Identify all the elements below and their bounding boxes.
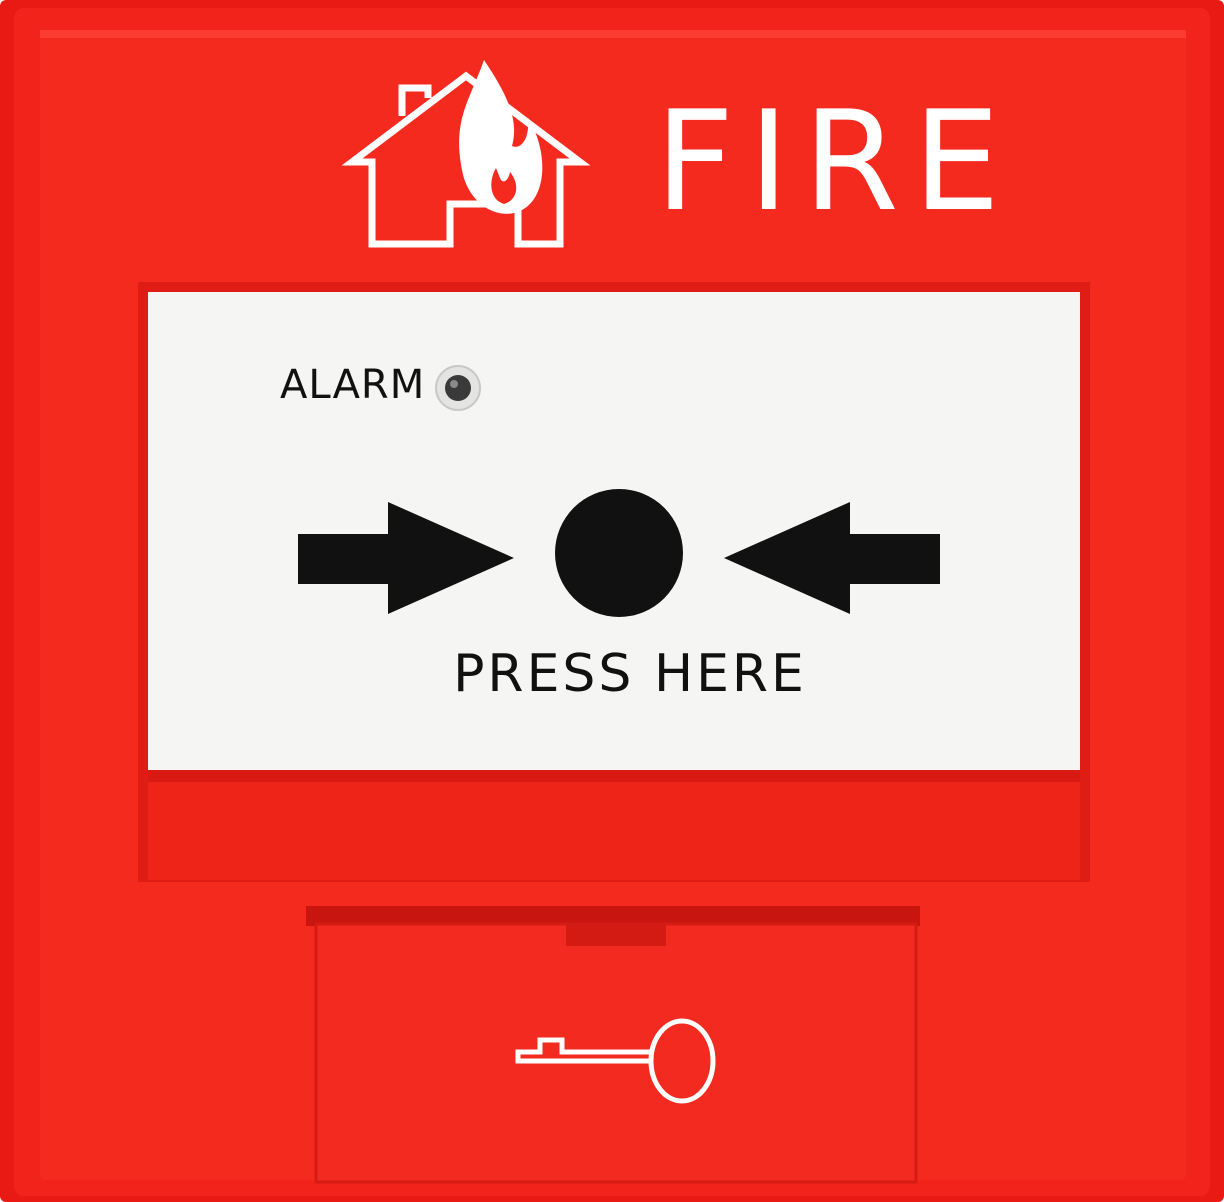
panel-shadow (148, 770, 1080, 782)
housing-highlight (40, 30, 1186, 38)
press-here-label[interactable]: PRESS HERE (453, 644, 807, 704)
key-flap-notch-cover (566, 924, 666, 946)
fire-label: FIRE (655, 81, 1015, 242)
alarm-led-icon (436, 366, 480, 410)
alarm-label: ALARM (280, 362, 426, 408)
lower-recess (148, 782, 1080, 880)
press-point-icon (555, 489, 683, 617)
